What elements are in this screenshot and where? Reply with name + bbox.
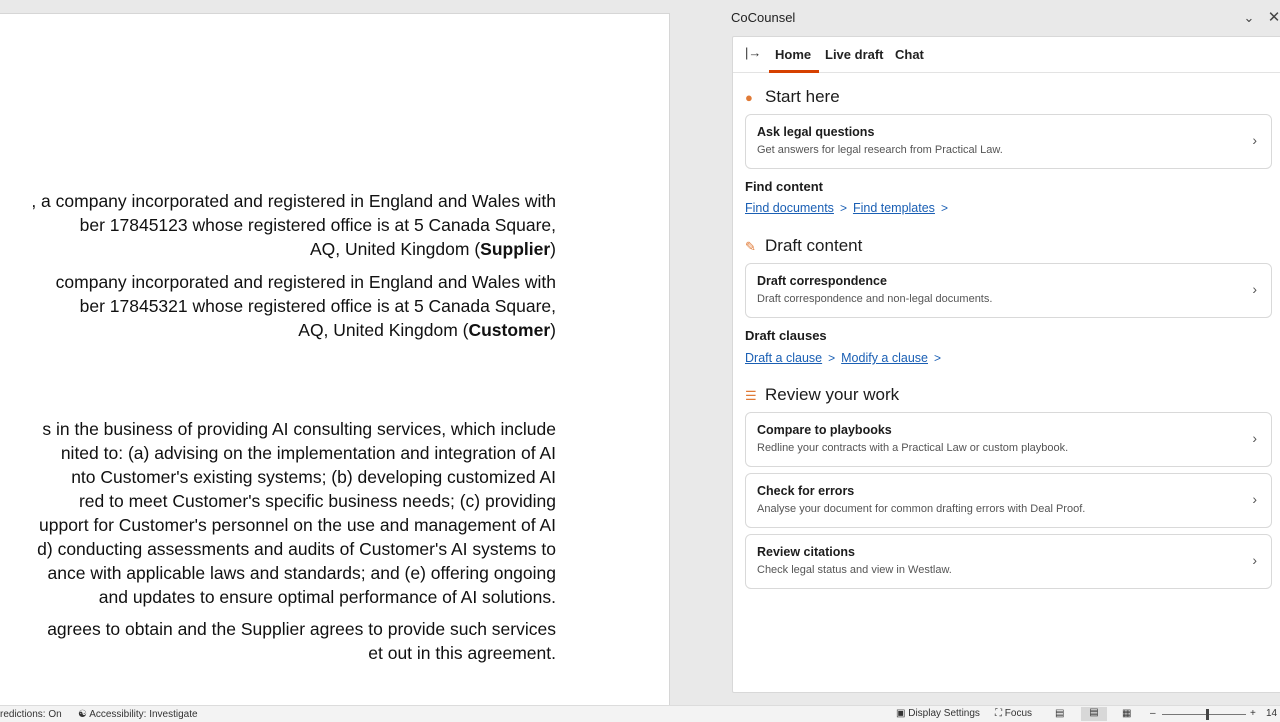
section-title: Review your work	[765, 385, 900, 404]
card-title: Review citations	[757, 545, 855, 559]
accessibility-status[interactable]	[78, 709, 198, 720]
card-description: Draft correspondence and non-legal documents.	[757, 293, 993, 305]
section-review-your-work	[745, 385, 899, 405]
card-title: Compare to playbooks	[757, 423, 892, 437]
section-title: Draft content	[765, 236, 863, 255]
defined-term-supplier: Supplier	[480, 239, 551, 259]
zoom-out-button[interactable]: –	[1150, 708, 1156, 719]
card-title: Check for errors	[757, 484, 855, 498]
status-bar	[0, 705, 1280, 722]
doc-line: ance with applicable laws and standards; and (e) offering ongoing	[47, 563, 556, 583]
tab-bar	[733, 37, 1280, 73]
draft-clauses-links	[745, 351, 947, 365]
monitor-icon: ▣	[896, 708, 909, 719]
chevron-right-icon: >	[934, 351, 942, 365]
section-draft-content	[745, 236, 862, 256]
doc-line: d) conducting assessments and audits of Customer's AI systems to	[37, 539, 556, 559]
card-description: Check legal status and view in Westlaw.	[757, 564, 952, 576]
doc-line: red to meet Customer's specific business needs; (c) providing	[78, 491, 556, 511]
print-layout-view-icon[interactable]: ▤	[1081, 707, 1107, 721]
recital-services-paragraph	[0, 417, 556, 609]
chevron-right-icon: ›	[1252, 281, 1257, 297]
draft-correspondence-card[interactable]	[745, 263, 1272, 318]
doc-line	[0, 318, 556, 342]
read-mode-view-icon[interactable]: ▤	[1055, 708, 1065, 719]
doc-line: nto Customer's existing systems; (b) developing customized AI	[71, 467, 556, 487]
cocounsel-panel	[732, 36, 1280, 693]
doc-line: ber 17845321 whose registered office is at 5 Canada Square,	[79, 296, 556, 316]
chevron-right-icon: ›	[1252, 132, 1257, 148]
modify-a-clause-link[interactable]: Modify a clause	[841, 351, 928, 365]
check-for-errors-card[interactable]	[745, 473, 1272, 528]
ask-legal-questions-card[interactable]	[745, 114, 1272, 169]
chevron-right-icon: >	[839, 201, 847, 215]
accessibility-icon: ☯	[78, 709, 90, 720]
tab-home[interactable]: Home	[775, 47, 812, 62]
doc-line: nited to: (a) advising on the implementation and integration of AI	[60, 443, 556, 463]
location-pin-icon: ●	[745, 90, 753, 105]
card-description: Get answers for legal research from Practical Law.	[757, 144, 1003, 156]
doc-line	[0, 237, 556, 261]
close-icon[interactable]: ✕	[1267, 9, 1280, 26]
party-supplier-paragraph	[0, 189, 556, 261]
document-page[interactable]	[0, 13, 670, 705]
chevron-right-icon: >	[828, 351, 836, 365]
tab-live-draft[interactable]: Live draft	[825, 47, 884, 62]
edit-icon: ✎	[745, 239, 756, 254]
display-settings-button[interactable]	[896, 708, 980, 719]
focus-icon: ⛶	[995, 708, 1005, 719]
draft-a-clause-link[interactable]: Draft a clause	[745, 351, 823, 365]
tab-chat[interactable]: Chat	[895, 47, 924, 62]
card-title: Draft correspondence	[757, 274, 887, 288]
zoom-in-button[interactable]: +	[1250, 708, 1256, 719]
chevron-right-icon: ›	[1252, 430, 1257, 446]
display-settings-label: Display Settings	[908, 708, 980, 719]
doc-line: company incorporated and registered in England and Wales with	[55, 272, 556, 292]
review-citations-card[interactable]	[745, 534, 1272, 589]
zoom-level[interactable]: 14	[1266, 708, 1278, 719]
card-description: Redline your contracts with a Practical Law or custom playbook.	[757, 442, 1069, 454]
party-customer-paragraph	[0, 270, 556, 342]
focus-button[interactable]	[995, 708, 1032, 719]
doc-line: et out in this agreement.	[368, 643, 556, 663]
doc-line: s in the business of providing AI consulting services, which include	[42, 419, 556, 439]
active-tab-indicator	[769, 70, 819, 73]
compare-to-playbooks-card[interactable]	[745, 412, 1272, 467]
card-description: Analyse your document for common drafting errors with Deal Proof.	[757, 503, 1086, 515]
doc-text: )	[550, 320, 556, 340]
find-documents-link[interactable]: Find documents	[745, 201, 834, 215]
draft-clauses-heading: Draft clauses	[745, 328, 827, 343]
text-predictions-status[interactable]: redictions: On	[0, 709, 62, 720]
recital-agreement-paragraph	[0, 617, 556, 665]
find-templates-link[interactable]: Find templates	[852, 201, 935, 215]
doc-line: and updates to ensure optimal performance of AI solutions.	[98, 587, 556, 607]
web-layout-view-icon[interactable]: ▦	[1122, 708, 1132, 719]
doc-line: agrees to obtain and the Supplier agrees to provide such services	[47, 619, 556, 639]
focus-label: Focus	[1004, 708, 1033, 719]
accessibility-label: Accessibility: Investigate	[89, 709, 198, 720]
doc-line: ber 17845123 whose registered office is at 5 Canada Square,	[79, 215, 556, 235]
zoom-slider-thumb[interactable]	[1206, 709, 1209, 720]
doc-line: upport for Customer's personnel on the use and management of AI	[39, 515, 556, 535]
pane-header	[720, 0, 1280, 36]
chevron-right-icon: ›	[1252, 552, 1257, 568]
doc-text: )	[550, 239, 556, 259]
chevron-down-icon[interactable]: ⌄	[1243, 10, 1255, 25]
checklist-icon: ☰	[745, 388, 757, 403]
find-content-heading: Find content	[745, 179, 823, 194]
doc-text: AQ, United Kingdom (	[298, 320, 469, 340]
cocounsel-pane	[720, 0, 1280, 705]
section-title: Start here	[765, 87, 840, 106]
doc-text: AQ, United Kingdom (	[309, 239, 481, 259]
zoom-slider[interactable]	[1162, 714, 1246, 715]
defined-term-customer: Customer	[468, 320, 551, 340]
chevron-right-icon: >	[940, 201, 948, 215]
doc-line: , a company incorporated and registered in England and Wales with	[31, 191, 556, 211]
section-start-here	[745, 87, 840, 107]
find-content-links	[745, 201, 954, 215]
card-title: Ask legal questions	[757, 125, 875, 139]
pane-title: CoCounsel	[731, 10, 796, 25]
sidebar-toggle-icon[interactable]: |→	[745, 45, 762, 60]
chevron-right-icon: ›	[1252, 491, 1257, 507]
